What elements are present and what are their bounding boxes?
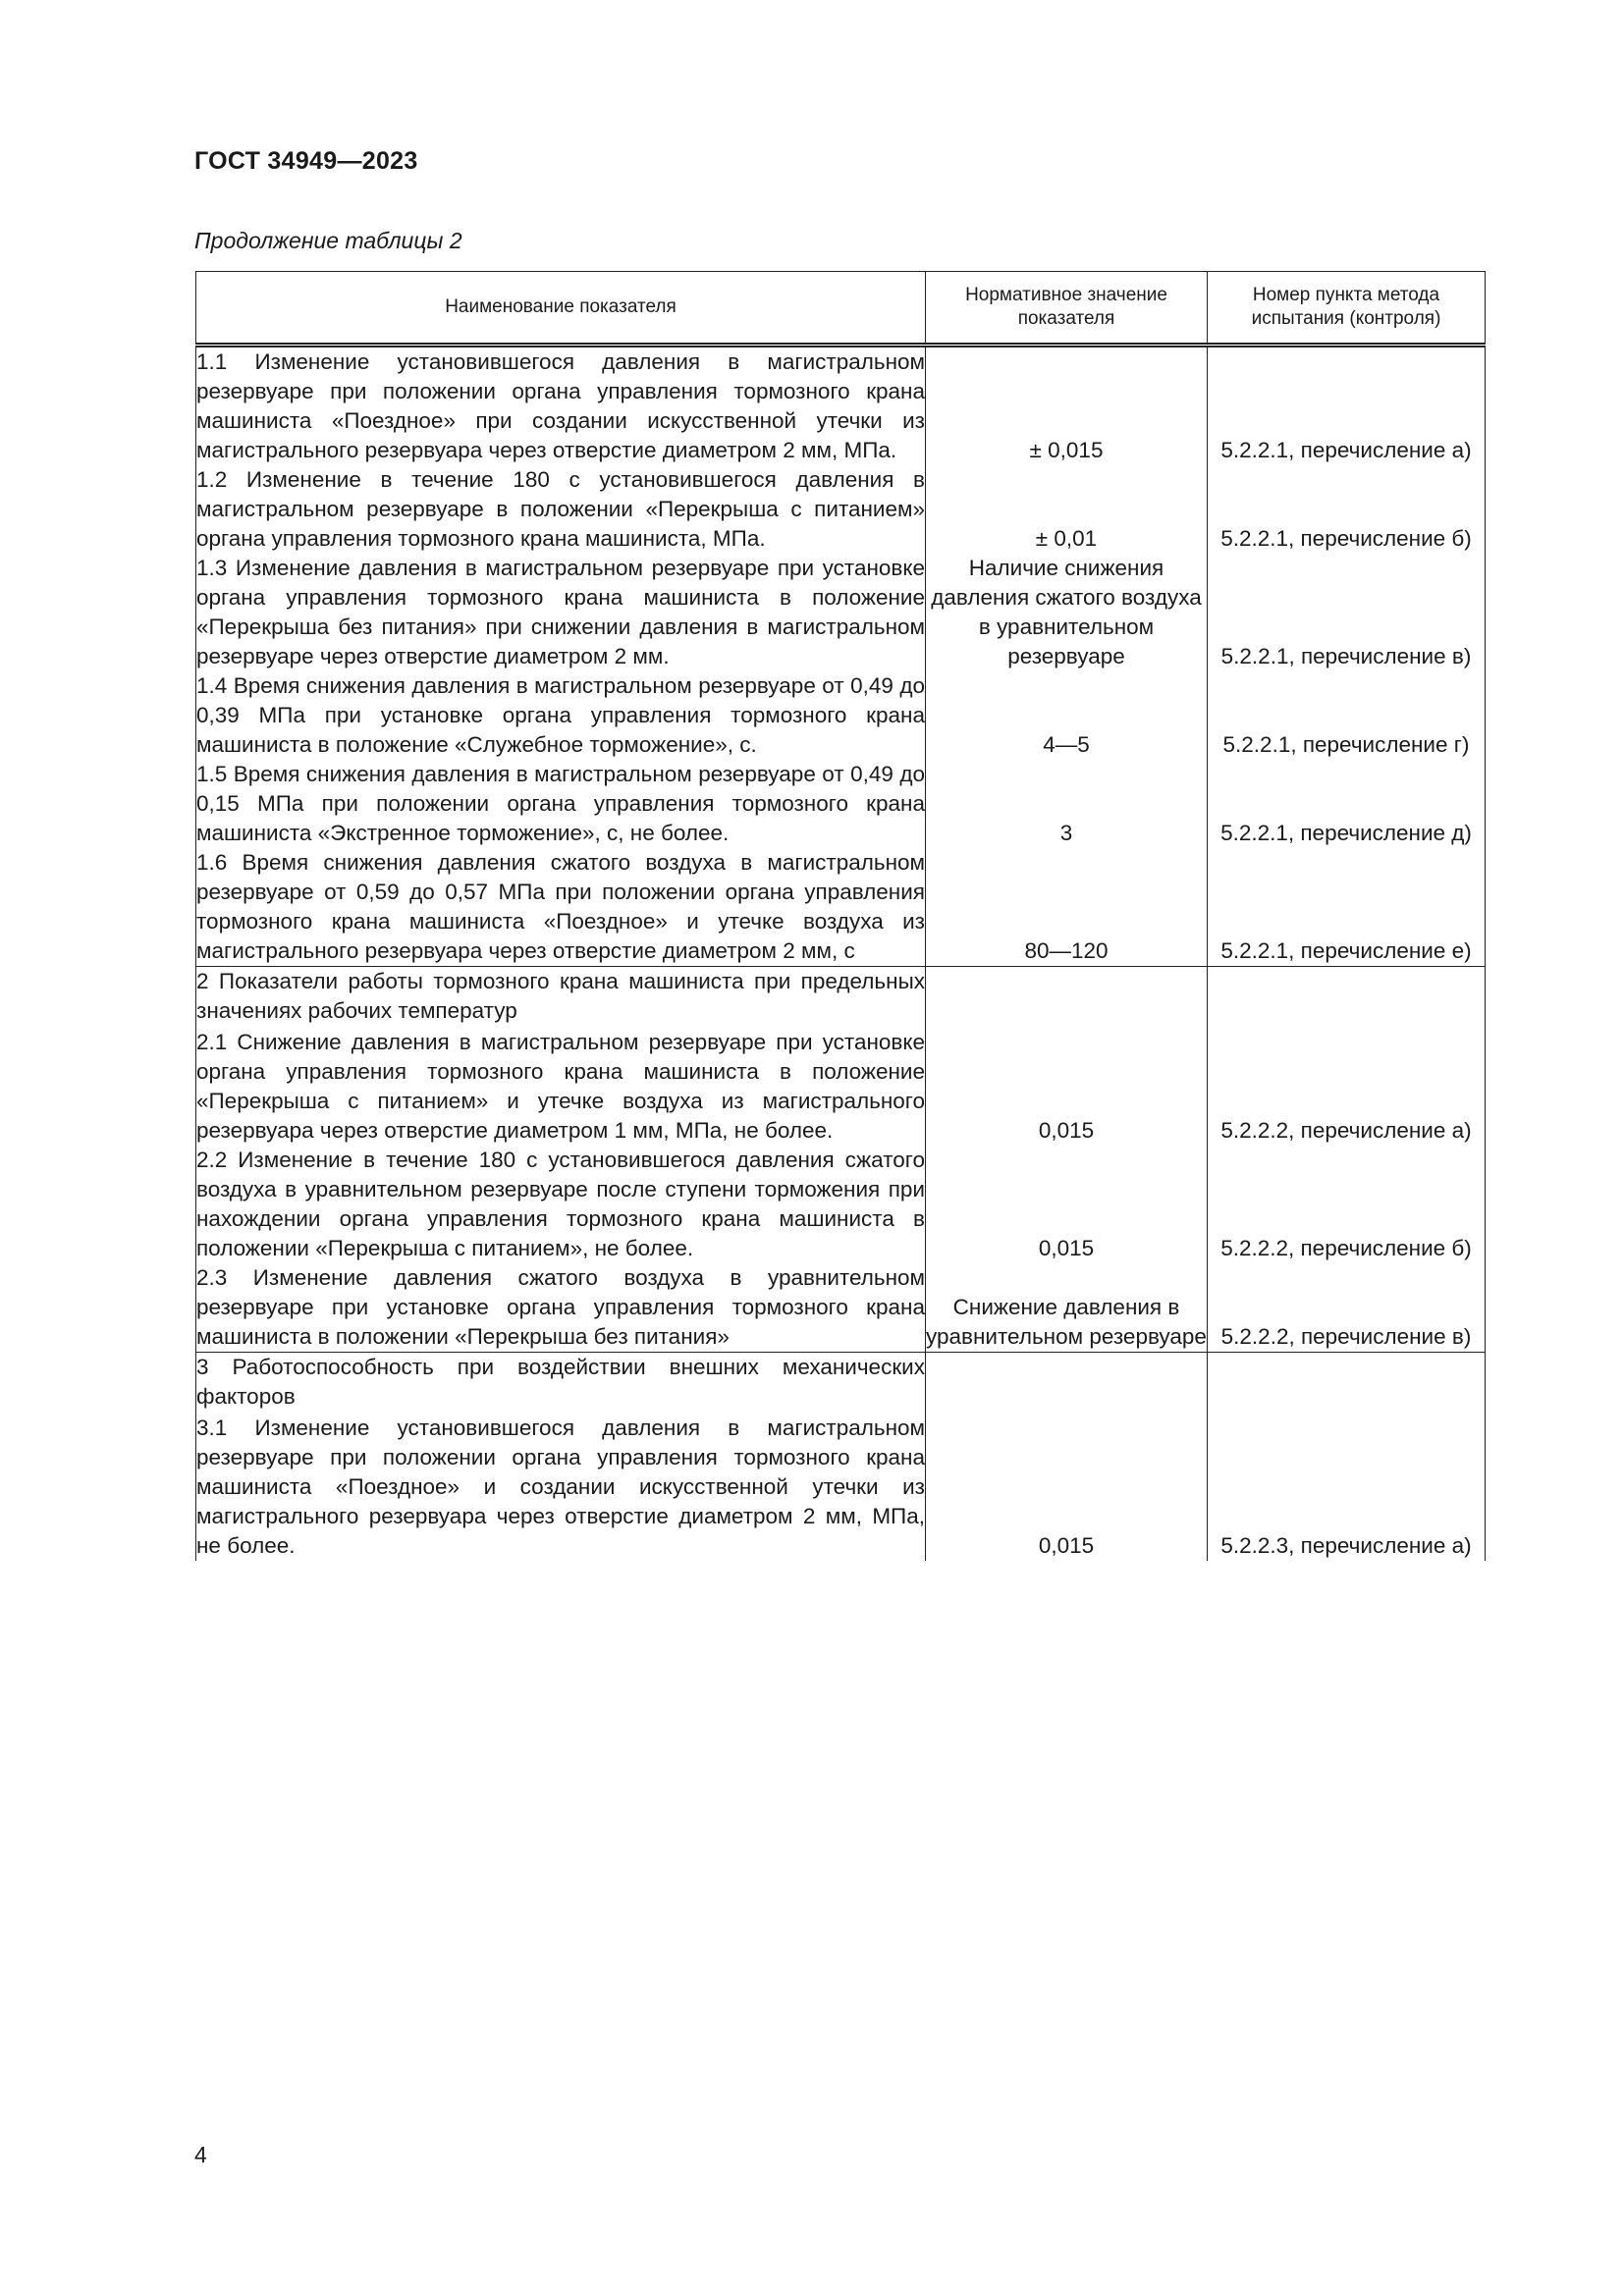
normative-value: ± 0,01 <box>926 465 1208 554</box>
table-header-row <box>196 272 1486 346</box>
table-row <box>196 346 1486 466</box>
method-reference: 5.2.2.1, перечисление е) <box>1208 848 1486 967</box>
method-reference <box>1208 967 1486 1029</box>
method-reference: 5.2.2.1, перечисление б) <box>1208 465 1486 554</box>
table-row <box>196 1146 1486 1263</box>
table-row <box>196 671 1486 760</box>
indicator-name: 1.1 Изменение установившегося давления в магистральном резервуаре при положении органа управления тормозного крана машиниста «Поездное» при создании искусственной утечки из магистрального резервуара через отверстие диаметром 2 мм, МПа. <box>196 346 926 466</box>
indicator-name: 2.3 Изменение давления сжатого воздуха в уравнительном резервуаре при установке органа управления тормозного крана машиниста в положении «Перекрыша без питания» <box>196 1263 926 1353</box>
table-row <box>196 1263 1486 1353</box>
indicator-name: 3.1 Изменение установившегося давления в магистральном резервуаре при положении органа управления тормозного крана машиниста «Поездное» и создании искусственной утечки из магистрального резервуара через отверстие диаметром 2 мм, МПа, не более. <box>196 1414 926 1561</box>
normative-value <box>926 1353 1208 1415</box>
table-section-row <box>196 967 1486 1029</box>
column-header-value: Нормативное значение показателя <box>926 272 1208 346</box>
normative-value: Снижение давления в уравнительном резервуаре <box>926 1263 1208 1353</box>
page-number: 4 <box>194 2142 207 2167</box>
indicator-name: 1.5 Время снижения давления в магистральном резервуаре от 0,49 до 0,15 МПа при положении органа управления тормозного крана машиниста «Экстренное торможение», с, не более. <box>196 760 926 848</box>
table-caption: Продолжение таблицы 2 <box>194 228 462 253</box>
normative-value: 4—5 <box>926 671 1208 760</box>
table-row <box>196 760 1486 848</box>
normative-value: 0,015 <box>926 1146 1208 1263</box>
method-reference: 5.2.2.1, перечисление г) <box>1208 671 1486 760</box>
table-row <box>196 848 1486 967</box>
section-heading: 2 Показатели работы тормозного крана машиниста при предельных значениях рабочих температур <box>196 967 926 1029</box>
method-reference: 5.2.2.2, перечисление б) <box>1208 1146 1486 1263</box>
column-header-method: Номер пункта метода испытания (контроля) <box>1208 272 1486 346</box>
table-row <box>196 465 1486 554</box>
method-reference: 5.2.2.1, перечисление в) <box>1208 554 1486 671</box>
document-code: ГОСТ 34949—2023 <box>194 147 418 175</box>
table-row <box>196 1028 1486 1146</box>
indicator-name: 2.2 Изменение в течение 180 с установившегося давления сжатого воздуха в уравнительном резервуаре после ступени торможения при нахождении органа управления тормозного крана машиниста в положении «Перекрыша с питанием», не более. <box>196 1146 926 1263</box>
method-reference: 5.2.2.2, перечисление в) <box>1208 1263 1486 1353</box>
section-heading: 3 Работоспособность при воздействии внешних механических факторов <box>196 1353 926 1415</box>
table-section-row <box>196 1353 1486 1415</box>
table-row <box>196 1414 1486 1561</box>
indicator-name: 1.6 Время снижения давления сжатого воздуха в магистральном резервуаре от 0,59 до 0,57 МПа при положении органа управления тормозного крана машиниста «Поездное» и утечке воздуха из магистрального резервуара через отверстие диаметром 2 мм, с <box>196 848 926 967</box>
normative-value <box>926 967 1208 1029</box>
method-reference <box>1208 1353 1486 1415</box>
indicators-table <box>195 271 1486 1561</box>
method-reference: 5.2.2.3, перечисление а) <box>1208 1414 1486 1561</box>
normative-value: 3 <box>926 760 1208 848</box>
normative-value: Наличие снижения давления сжатого воздуха в уравнительном резервуаре <box>926 554 1208 671</box>
column-header-name: Наименование показателя <box>196 272 926 346</box>
indicator-name: 1.4 Время снижения давления в магистральном резервуаре от 0,49 до 0,39 МПа при установке органа управления тормозного крана машиниста в положение «Служебное торможение», с. <box>196 671 926 760</box>
table-row <box>196 554 1486 671</box>
indicator-name: 1.3 Изменение давления в магистральном резервуаре при установке органа управления тормозного крана машиниста в положение «Перекрыша без питания» при снижении давления в магистральном резервуаре через отверстие диаметром 2 мм. <box>196 554 926 671</box>
normative-value: 80—120 <box>926 848 1208 967</box>
indicator-name: 2.1 Снижение давления в магистральном резервуаре при установке органа управления тормозного крана машиниста в положение «Перекрыша с питанием» и утечке воздуха из магистрального резервуара через отверстие диаметром 1 мм, МПа, не более. <box>196 1028 926 1146</box>
indicator-name: 1.2 Изменение в течение 180 с установившегося давления в магистральном резервуаре в положении «Перекрыша с питанием» органа управления тормозного крана машиниста, МПа. <box>196 465 926 554</box>
method-reference: 5.2.2.2, перечисление а) <box>1208 1028 1486 1146</box>
normative-value: ± 0,015 <box>926 346 1208 466</box>
normative-value: 0,015 <box>926 1414 1208 1561</box>
normative-value: 0,015 <box>926 1028 1208 1146</box>
method-reference: 5.2.2.1, перечисление а) <box>1208 346 1486 466</box>
method-reference: 5.2.2.1, перечисление д) <box>1208 760 1486 848</box>
